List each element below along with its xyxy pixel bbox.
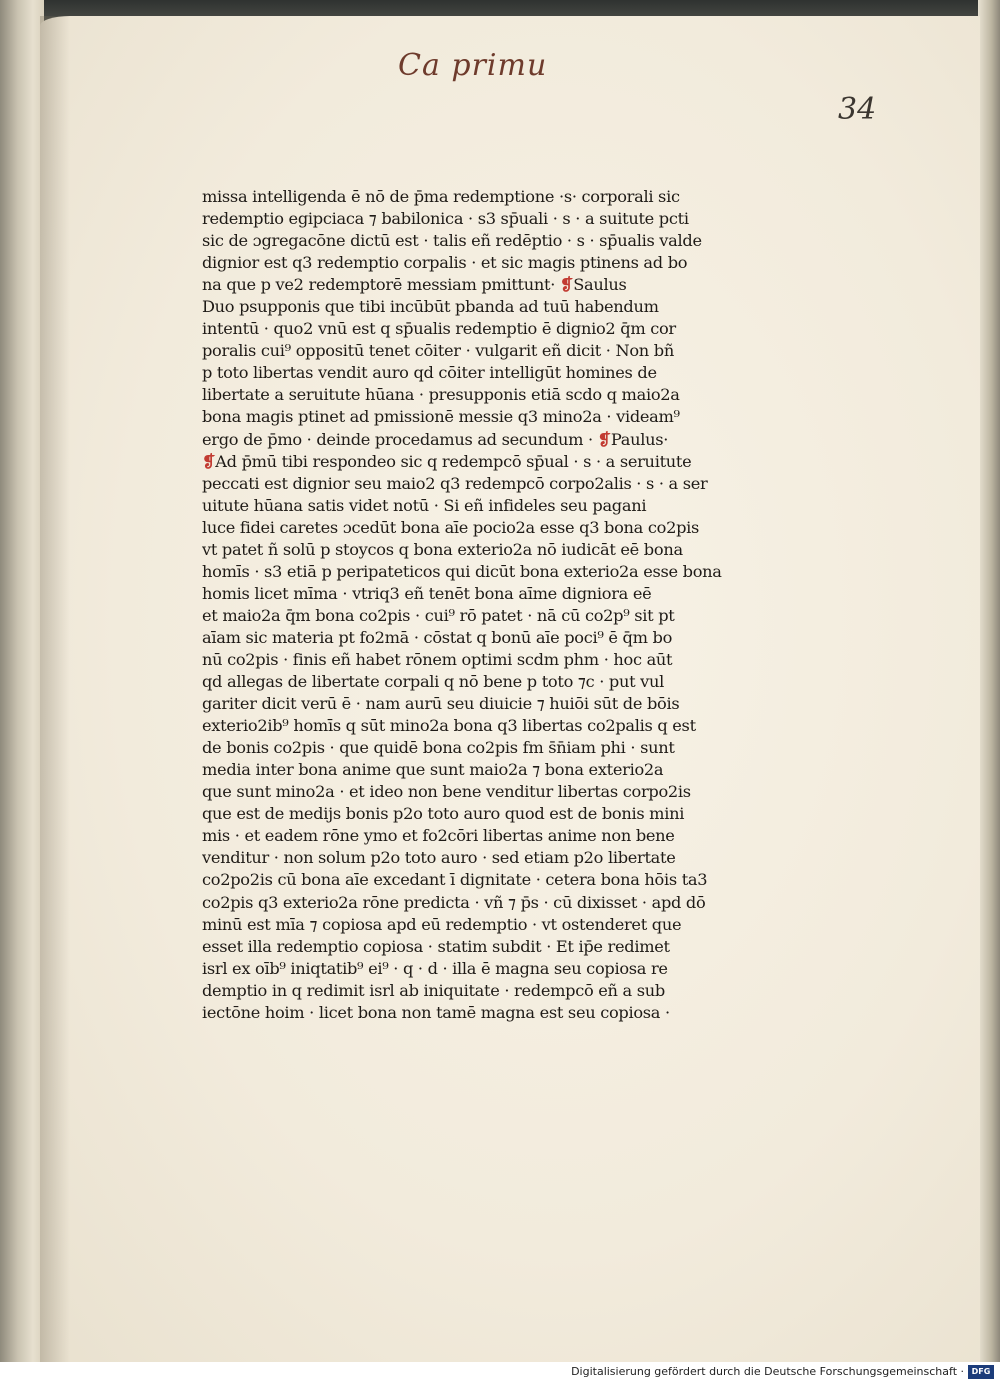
text-line: missa intelligenda ē nō de p̄ma redemptione ·s· corporali sic (202, 187, 680, 206)
text-line: nū co2pis · finis eñ habet rōnem optimi scdm phm · hoc aūt (202, 649, 673, 669)
footer-bar (0, 1362, 1000, 1382)
text-line: ergo de p̄mo · deinde procedamus ad secundum · ❡Paulus· (202, 429, 669, 449)
text-line: p toto libertas vendit auro qd cōiter intelligūt homines de (202, 363, 657, 383)
text-line: demptio in q redimit isrl ab iniquitate · redempcō eñ a sub (202, 980, 665, 1000)
text-line: vt patet ñ solū p stoycos q bona exterio2a nō iudicāt eē bona (202, 539, 683, 559)
folio-number: 34 (838, 92, 877, 127)
handwritten-header: Ca primu (398, 48, 548, 83)
text-line: aīam sic materia pt fo2mā · cōstat q bonū aīe poci⁹ ē q̄m bo (202, 627, 673, 647)
dfg-logo: DFG (968, 1365, 994, 1379)
text-line: mis · et eadem rōne ymo et fo2cōri libertas anime non bene (202, 826, 675, 846)
text-line: et maio2a q̄m bona co2pis · cui⁹ rō patet · nā cū co2p⁹ sit pt (202, 605, 675, 625)
text-line: bona magis ptinet ad pmissionē messie q3 mino2a · videam⁹ (202, 407, 680, 427)
text-line: sic de ɔgregacōne dictū est · talis eñ redēptio · s · sp̄ualis valde (202, 231, 702, 251)
text-line: esset illa redemptio copiosa · statim subdit · Et ip̄e redimet (202, 936, 670, 956)
text-line: dignior est q3 redemptio corpalis · et sic magis ptinens ad bo (202, 253, 688, 273)
text-line: co2po2is cū bona aīe excedant ī dignitate · cetera bona hōis ta3 (202, 870, 708, 890)
book-gutter (0, 0, 44, 1362)
text-line: iectōne hoim · licet bona non tamē magna est seu copiosa · (202, 1002, 670, 1022)
text-line: de bonis co2pis · que quidē bona co2pis fm s̄n̄iam phi · sunt (202, 738, 675, 758)
text-line: qd allegas de libertate corpali q nō bene p toto ⁊c · put vul (202, 672, 664, 692)
text-line: exterio2ib⁹ homīs q sūt mino2a bona q3 libertas co2palis q est (202, 716, 696, 736)
text-line: homis licet mīma · vtriq3 eñ tenēt bona aīme digniora eē (202, 583, 652, 603)
text-line: redemptio egipciaca ⁊ babilonica · s3 sp̄uali · s · a suitute pcti (202, 209, 689, 229)
text-line: libertate a seruitute hūana · presupponis etiā scdo q maio2a (202, 385, 680, 405)
text-line: Duo psupponis que tibi incūbūt pbanda ad tuū habendum (202, 297, 659, 317)
text-line: na que p ve2 redemptorē messiam pmittunt· ❡Saulus (202, 275, 627, 295)
funding-credit: Digitalisierung gefördert durch die Deutsche Forschungsgemeinschaft · (571, 1365, 964, 1378)
text-line: ❡Ad p̄mū tibi respondeo sic q redempcō sp̄ual · s · a seruitute (202, 451, 692, 471)
rubric-mark: ❡ (202, 451, 216, 471)
rubric-mark: ❡ (597, 429, 611, 449)
text-line: media inter bona anime que sunt maio2a ⁊ bona exterio2a (202, 760, 664, 780)
text-line: minū est mīa ⁊ copiosa apd eū redemptio · vt ostenderet que (202, 914, 682, 934)
text-line: peccati est dignior seu maio2 q3 redempcō corpo2alis · s · a ser (202, 473, 708, 493)
text-line: homīs · s3 etiā p peripateticos qui dicūt bona exterio2a esse bona (202, 561, 722, 581)
text-line: que est de medijs bonis p2o toto auro quod est de bonis mini (202, 804, 685, 824)
paper-shadow (40, 16, 70, 1362)
text-column (202, 186, 722, 1024)
text-line: poralis cui⁹ oppositū tenet cōiter · vulgarit eñ dicit · Non bñ (202, 341, 674, 361)
text-line: gariter dicit verū ē · nam aurū seu diuicie ⁊ huiōi sūt de bōis (202, 694, 680, 714)
text-line: que sunt mino2a · et ideo non bene venditur libertas corpo2is (202, 782, 691, 802)
text-line: venditur · non solum p2o toto auro · sed etiam p2o libertate (202, 848, 676, 868)
text-line: co2pis q3 exterio2a rōne predicta · vñ ⁊ p̄s · cū dixisset · apd dō (202, 892, 706, 912)
text-line: isrl ex oīb⁹ iniqtatib⁹ ei⁹ · q · d · illa ē magna seu copiosa re (202, 958, 668, 978)
text-line: luce fidei caretes ɔcedūt bona aīe pocio2a esse q3 bona co2pis (202, 517, 700, 537)
page-fore-edge (978, 0, 1000, 1362)
text-line: uitute hūana satis videt notū · Si eñ infideles seu pagani (202, 495, 647, 515)
rubric-mark: ❡ (559, 275, 574, 295)
text-line: intentū · quo2 vnū est q sp̄ualis redemptio ē dignio2 q̄m cor (202, 319, 676, 339)
